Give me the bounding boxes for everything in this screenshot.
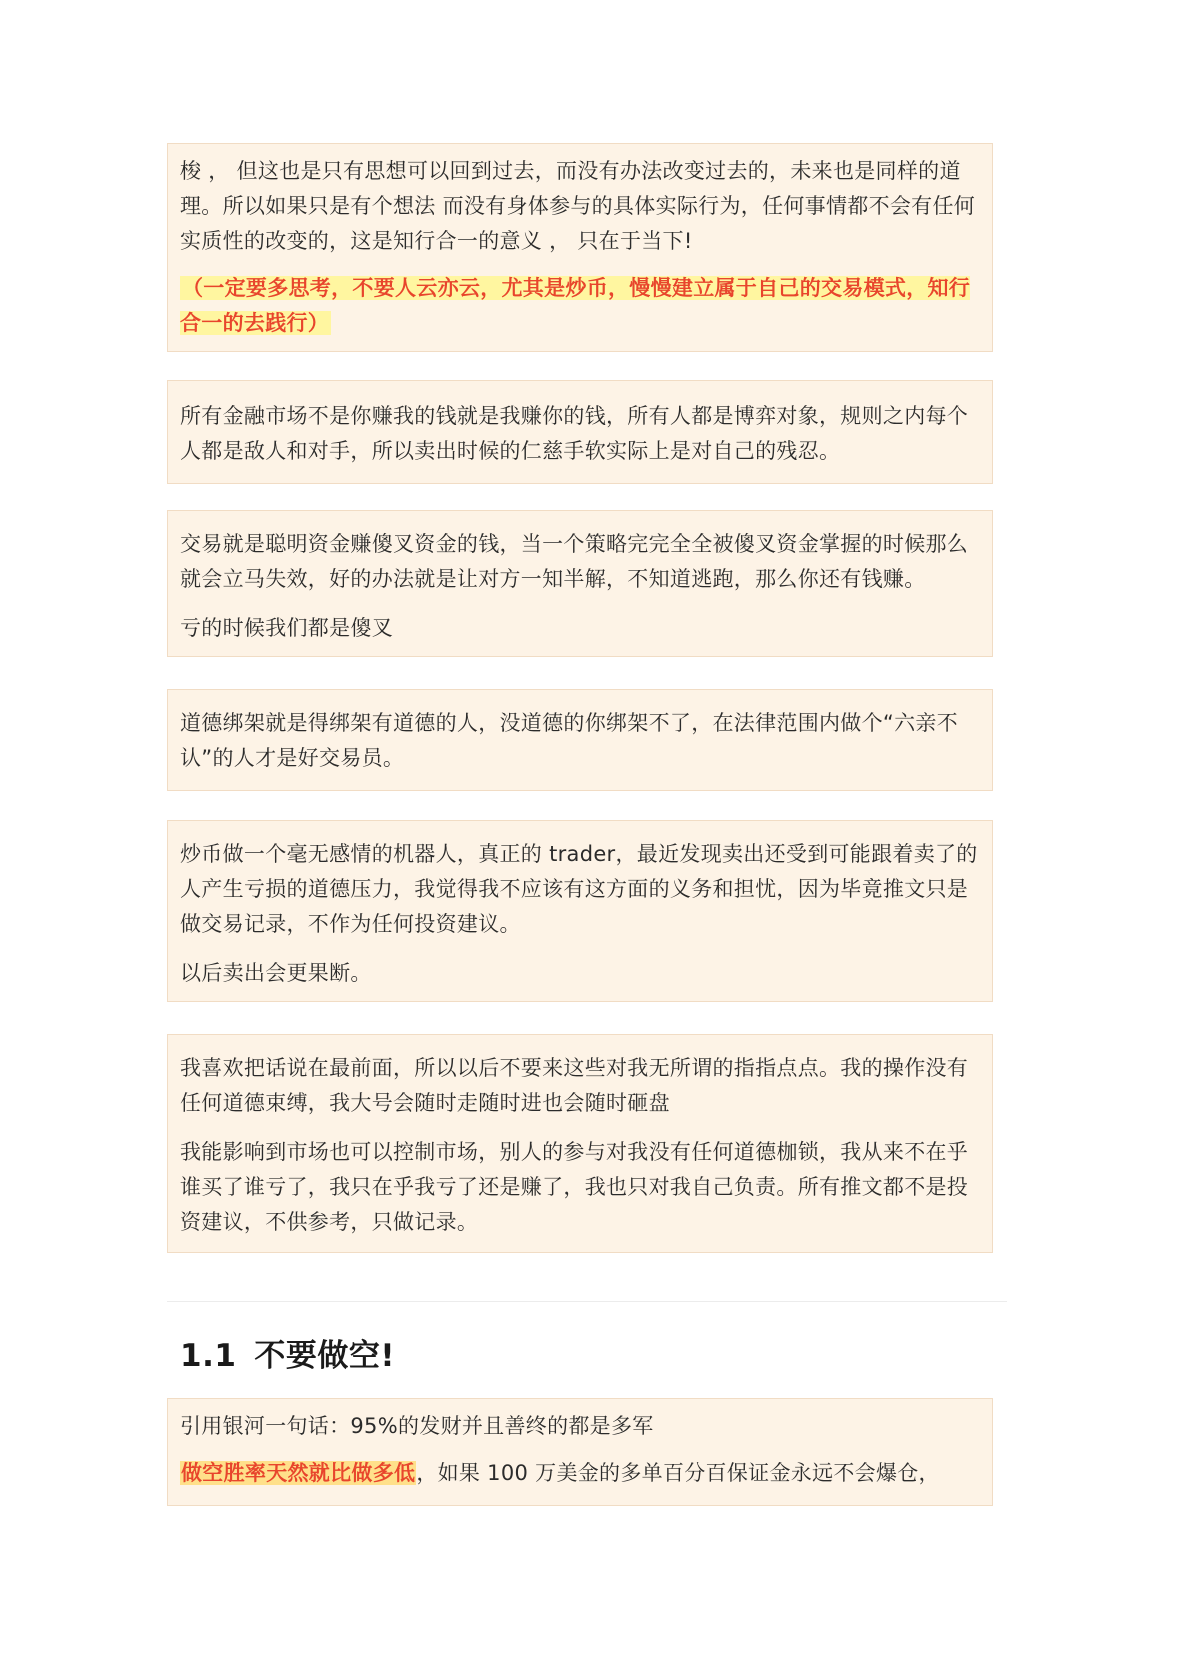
quote-box-2: [167, 380, 993, 484]
quote-text: 以后卖出会更果断。: [180, 961, 372, 985]
quote-box-7: [167, 1398, 993, 1506]
quote-text: 所有金融市场不是你赚我的钱就是我赚你的钱，所有人都是博弈对象，规则之内每个人都是敌人和对手，所以卖出时候的仁慈手软实际上是对自己的残忍。: [180, 404, 969, 463]
quote-box-3: [167, 510, 993, 657]
quote-text: 引用银河一句话：95%的发财并且善终的都是多军: [180, 1414, 654, 1438]
quote-box-6: [167, 1034, 993, 1253]
quote-box-4: [167, 689, 993, 791]
quote-box-5: [167, 820, 993, 1002]
quote-text: 我喜欢把话说在最前面，所以以后不要来这些对我无所谓的指指点点。我的操作没有任何道德束缚，我大号会随时走随时进也会随时砸盘: [180, 1056, 969, 1115]
quote-text: 我能影响到市场也可以控制市场，别人的参与对我没有任何道德枷锁，我从来不在乎谁买了谁亏了，我只在乎我亏了还是赚了，我也只对我自己负责。所有推文都不是投资建议，不供参考，只做记录。: [180, 1140, 969, 1234]
highlighted-text: （一定要多思考，不要人云亦云，尤其是炒币，慢慢建立属于自己的交易模式，知行合一的去践行）: [180, 276, 971, 335]
section-number: 1.1: [180, 1338, 237, 1374]
quote-highlight-paragraph: [180, 1456, 980, 1491]
section-divider: [167, 1301, 1007, 1302]
quote-text: 炒币做一个毫无感情的机器人，真正的 trader，最近发现卖出还受到可能跟着卖了的人产生亏损的道德压力，我觉得我不应该有这方面的义务和担忧，因为毕竟推文只是做交易记录，不作为任何投资建议。: [180, 842, 978, 936]
quote-text: 交易就是聪明资金赚傻叉资金的钱，当一个策略完完全全被傻叉资金掌握的时候那么就会立马失效，好的办法就是让对方一知半解，不知道逃跑，那么你还有钱赚。: [180, 532, 969, 591]
quote-text: 梭 ， 但这也是只有思想可以回到过去，而没有办法改变过去的，未来也是同样的道理。所以如果只是有个想法 而没有身体参与的具体实际行为，任何事情都不会有任何实质性的改变的，这是知行合一的意义 ， 只在于当下!: [180, 159, 976, 253]
quote-box-1: [167, 143, 993, 352]
quote-highlight-paragraph: [180, 271, 980, 341]
quote-text: 道德绑架就是得绑架有道德的人，没道德的你绑架不了，在法律范围内做个“六亲不认”的人才是好交易员。: [180, 711, 958, 770]
section-heading: [180, 1330, 395, 1375]
quote-text: ，如果 100 万美金的多单百分百保证金永远不会爆仓，: [416, 1461, 940, 1485]
highlighted-text: 做空胜率天然就比做多低: [181, 1461, 416, 1485]
quote-text: 亏的时候我们都是傻叉: [180, 616, 393, 640]
section-title-text: 不要做空!: [254, 1338, 396, 1374]
